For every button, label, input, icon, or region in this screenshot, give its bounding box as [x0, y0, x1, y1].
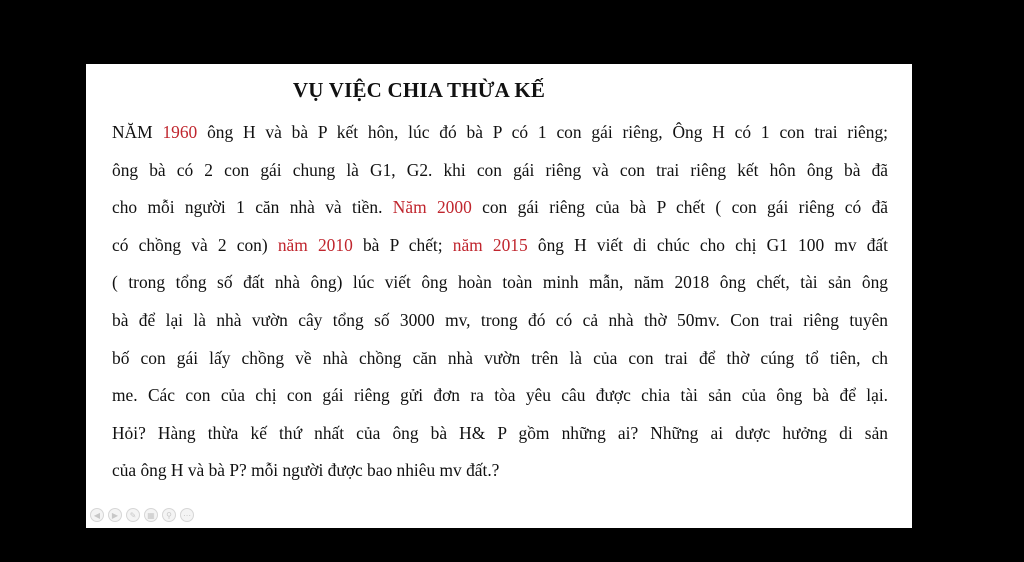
text-line — [112, 189, 888, 227]
slideshow-controls — [90, 508, 194, 522]
text-segment: me. Các con của chị con gái riêng gửi đơn ra tòa yêu câu được chia tài sản của ông bà để lại. — [112, 385, 888, 406]
text-segment: ông H viết di chúc cho chị G1 100 mv đất — [527, 234, 888, 255]
slide — [86, 64, 912, 528]
zoom-icon[interactable]: ⚲ — [162, 508, 176, 522]
text-segment: ( trong tổng số đất nhà ông) lúc viết ông hoàn toàn minh mẫn, năm 2018 ông chết, tài sản ông — [112, 272, 888, 293]
pen-icon[interactable]: ✎ — [126, 508, 140, 522]
text-segment: của ông H và bà P? mỗi người được bao nhiêu mv đất.? — [112, 460, 500, 481]
text-line — [112, 415, 888, 453]
text-segment: ông bà có 2 con gái chung là G1, G2. khi con gái riêng và con trai riêng kết hôn ông bà đã — [112, 159, 888, 180]
text-line — [112, 302, 888, 340]
text-segment: bà P chết; — [352, 234, 453, 255]
text-segment: con gái riêng của bà P chết ( con gái riêng có đã — [471, 197, 888, 218]
previous-icon[interactable]: ◀ — [90, 508, 104, 522]
highlighted-year: Năm 2000 — [392, 197, 472, 218]
text-segment: cho mỗi người 1 căn nhà và tiền. — [112, 197, 393, 218]
text-segment: ông H và bà P kết hôn, lúc đó bà P có 1 con gái riêng, Ông H có 1 con trai riêng; — [197, 122, 888, 142]
text-line — [112, 152, 888, 190]
highlighted-year: năm 2015 — [452, 234, 528, 255]
highlighted-year: năm 2010 — [277, 234, 353, 255]
highlighted-year: 1960 — [162, 122, 198, 142]
text-segment: Hỏi? Hàng thừa kế thứ nhất của ông bà H& P gồm những ai? Những ai dược hưởng di sản — [112, 422, 888, 443]
text-line — [112, 377, 888, 415]
text-segment: bà để lại là nhà vườn cây tổng số 3000 mv, trong đó có cả nhà thờ 50mv. Con trai riêng tuyên — [112, 309, 888, 330]
text-line — [112, 340, 888, 378]
text-segment: bố con gái lấy chồng về nhà chồng căn nhà vườn trên là của con trai để thờ cúng tổ tiên, ch — [112, 347, 888, 368]
slides-icon[interactable]: ▦ — [144, 508, 158, 522]
text-segment: NĂM — [112, 122, 163, 142]
slide-title: VỤ VIỆC CHIA THỪA KẾ — [292, 78, 546, 102]
slide-body-text — [112, 114, 888, 490]
text-line — [112, 264, 888, 302]
next-icon[interactable]: ▶ — [108, 508, 122, 522]
text-line — [112, 452, 888, 490]
more-icon[interactable]: ⋯ — [180, 508, 194, 522]
text-line — [112, 114, 888, 152]
text-segment: có chồng và 2 con) — [112, 234, 278, 255]
text-line — [112, 227, 888, 265]
